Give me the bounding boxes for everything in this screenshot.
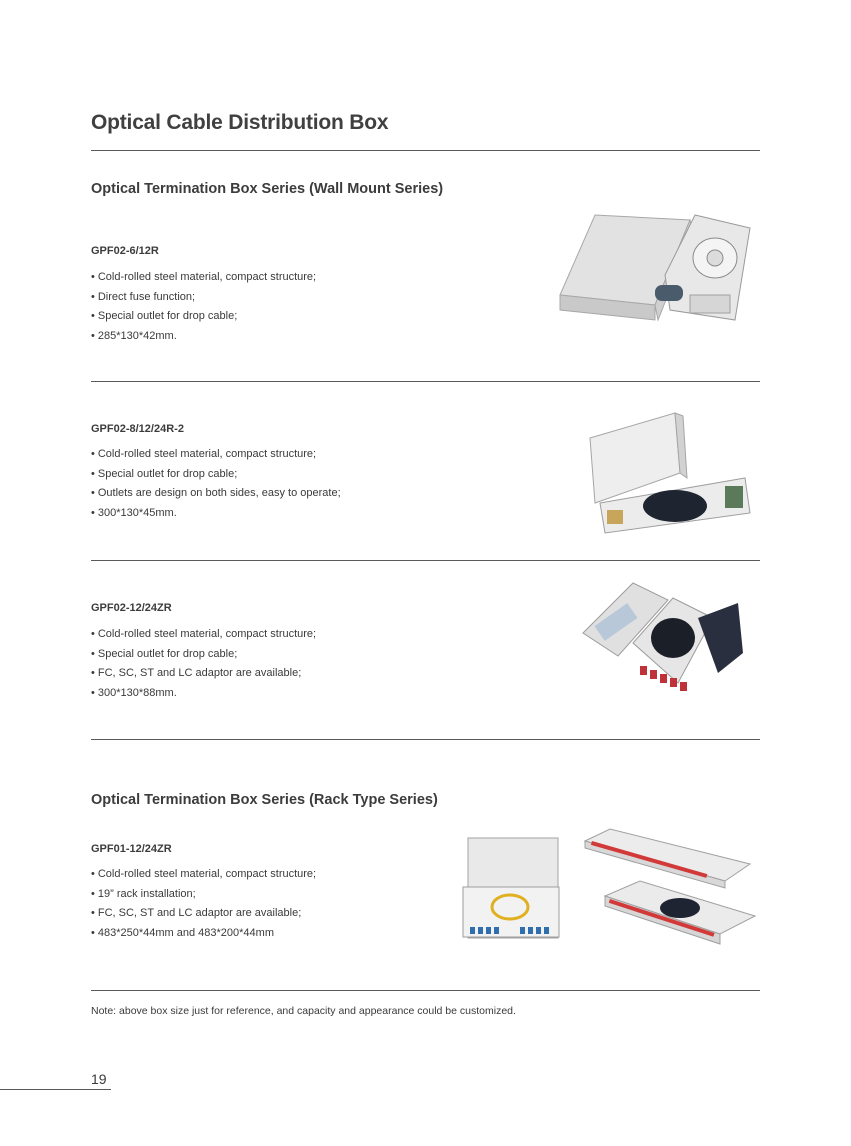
feature-item: • 300*130*45mm. <box>91 504 341 524</box>
feature-list <box>91 445 341 523</box>
feature-item: • 483*250*44mm and 483*200*44mm <box>91 924 316 944</box>
feature-item: • Outlets are design on both sides, easy to operate; <box>91 484 341 504</box>
product-image-wall-box-open <box>585 408 755 536</box>
feature-item: • FC, SC, ST and LC adaptor are available; <box>91 664 316 684</box>
feature-item: • FC, SC, ST and LC adaptor are available; <box>91 904 316 924</box>
section-title-wall-mount: Optical Termination Box Series (Wall Mount Series) <box>91 181 444 197</box>
feature-item: • Special outlet for drop cable; <box>91 307 316 327</box>
feature-item: • Special outlet for drop cable; <box>91 465 341 485</box>
feature-item: • 285*130*42mm. <box>91 327 316 347</box>
page-number-rule <box>0 1089 111 1090</box>
page-number: 19 <box>91 1071 107 1087</box>
section-title-rack-type: Optical Termination Box Series (Rack Type Series) <box>91 792 438 808</box>
feature-item: • Cold-rolled steel material, compact structure; <box>91 445 341 465</box>
feature-list <box>91 268 316 346</box>
feature-item: • Cold-rolled steel material, compact structure; <box>91 625 316 645</box>
product-model: GPF01-12/24ZR <box>91 843 172 855</box>
page-title: Optical Cable Distribution Box <box>91 111 389 134</box>
divider <box>91 381 760 382</box>
feature-item: • Direct fuse function; <box>91 288 316 308</box>
feature-item: • Cold-rolled steel material, compact structure; <box>91 865 316 885</box>
divider <box>91 560 760 561</box>
product-image-wall-box <box>555 210 755 325</box>
divider <box>91 739 760 740</box>
footnote: Note: above box size just for reference, and capacity and appearance could be customized. <box>91 1005 516 1017</box>
product-model: GPF02-6/12R <box>91 245 159 257</box>
feature-item: • 300*130*88mm. <box>91 684 316 704</box>
product-model: GPF02-8/12/24R-2 <box>91 423 184 435</box>
product-model: GPF02-12/24ZR <box>91 602 172 614</box>
feature-item: • Cold-rolled steel material, compact structure; <box>91 268 316 288</box>
feature-item: • 19” rack installation; <box>91 885 316 905</box>
feature-item: • Special outlet for drop cable; <box>91 645 316 665</box>
divider <box>91 150 760 151</box>
feature-list <box>91 865 316 943</box>
divider <box>91 990 760 991</box>
feature-list <box>91 625 316 703</box>
product-image-rack-panels <box>580 826 760 951</box>
product-image-box-with-adaptors <box>578 578 748 696</box>
product-image-rack-drawer <box>460 835 562 943</box>
